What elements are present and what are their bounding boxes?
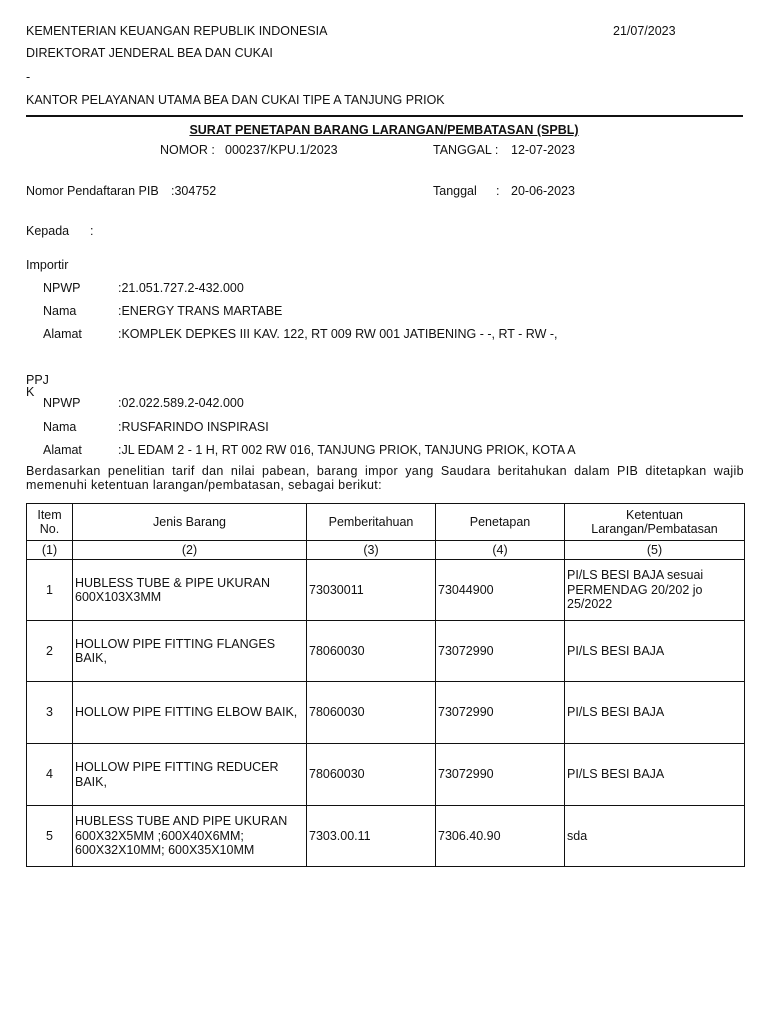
ppjk-npwp-label: NPWP — [43, 396, 81, 410]
ppjk-nama-label: Nama — [43, 420, 77, 434]
ministry-name: KEMENTERIAN KEUANGAN REPUBLIK INDONESIA — [26, 24, 328, 38]
importer-alamat-value: :KOMPLEK DEPKES III KAV. 122, RT 009 RW 001 JATIBENING - -, RT - RW -, — [118, 327, 558, 341]
item-pemberitahuan: 73030011 — [307, 560, 436, 621]
item-ketentuan: PI/LS BESI BAJA — [565, 744, 745, 806]
item-no: 1 — [27, 560, 73, 621]
item-ketentuan: PI/LS BESI BAJA — [565, 621, 745, 682]
importer-heading: Importir — [26, 258, 69, 272]
item-pemberitahuan: 78060030 — [307, 621, 436, 682]
item-no: 3 — [27, 682, 73, 744]
header-ketentuan: Ketentuan Larangan/Pembatasan — [565, 504, 745, 541]
item-pemberitahuan: 7303.00.11 — [307, 806, 436, 867]
item-ketentuan: PI/LS BESI BAJA — [565, 682, 745, 744]
header-item-no: Item No. — [27, 504, 73, 541]
ppjk-npwp-value: :02.022.589.2-042.000 — [118, 396, 244, 410]
item-jenis-barang: HOLLOW PIPE FITTING REDUCER BAIK, — [73, 744, 307, 806]
table-row — [27, 560, 745, 621]
header-jenis-barang: Jenis Barang — [73, 504, 307, 541]
column-number: (3) — [307, 541, 436, 560]
header-penetapan: Penetapan — [436, 504, 565, 541]
header-divider — [26, 115, 743, 117]
importer-nama-label: Nama — [43, 304, 77, 318]
item-penetapan: 7306.40.90 — [436, 806, 565, 867]
item-penetapan: 73072990 — [436, 682, 565, 744]
print-date: 21/07/2023 — [613, 24, 676, 38]
items-table — [26, 503, 745, 867]
header-pemberitahuan: Pemberitahuan — [307, 504, 436, 541]
tanggal-value: 12-07-2023 — [511, 143, 575, 157]
ppjk-alamat-label: Alamat — [43, 443, 82, 457]
item-ketentuan: sda — [565, 806, 745, 867]
item-ketentuan: PI/LS BESI BAJA sesuai PERMENDAG 20/202 jo 25/2022 — [565, 560, 745, 621]
directorate-name: DIREKTORAT JENDERAL BEA DAN CUKAI — [26, 46, 273, 60]
table-row — [27, 806, 745, 867]
item-no: 5 — [27, 806, 73, 867]
item-no: 2 — [27, 621, 73, 682]
importer-nama-value: :ENERGY TRANS MARTABE — [118, 304, 283, 318]
statement-paragraph: Berdasarkan penelitian tarif dan nilai pabean, barang impor yang Saudara beritahukan dalam PIB ditetapkan wajib memenuhi ketentuan larangan/pembatasan, sebagai berikut: — [26, 464, 744, 492]
pib-value: :304752 — [171, 184, 217, 198]
registration-date-colon: : — [496, 184, 500, 198]
nomor-value: 000237/KPU.1/2023 — [225, 143, 338, 157]
item-jenis-barang: HOLLOW PIPE FITTING FLANGES BAIK, — [73, 621, 307, 682]
kepada-colon: : — [90, 224, 94, 238]
ppjk-nama-value: :RUSFARINDO INSPIRASI — [118, 420, 269, 434]
column-number-row — [27, 541, 745, 560]
table-row — [27, 682, 745, 744]
table-header-row — [27, 504, 745, 541]
nomor-label: NOMOR : — [160, 143, 215, 157]
item-penetapan: 73072990 — [436, 744, 565, 806]
item-jenis-barang: HOLLOW PIPE FITTING ELBOW BAIK, — [73, 682, 307, 744]
item-pemberitahuan: 78060030 — [307, 744, 436, 806]
ppjk-heading-line2: K — [26, 385, 35, 399]
kepada-label: Kepada — [26, 224, 70, 238]
importer-npwp-label: NPWP — [43, 281, 81, 295]
ppjk-alamat-value: :JL EDAM 2 - 1 H, RT 002 RW 016, TANJUNG PRIOK, TANJUNG PRIOK, KOTA A — [118, 443, 576, 457]
document-title: SURAT PENETAPAN BARANG LARANGAN/PEMBATASAN (SPBL) — [189, 123, 579, 137]
importer-npwp-value: :21.051.727.2-432.000 — [118, 281, 244, 295]
column-number: (4) — [436, 541, 565, 560]
column-number: (5) — [565, 541, 745, 560]
registration-date-value: 20-06-2023 — [511, 184, 575, 198]
registration-date-label: Tanggal — [433, 184, 477, 198]
office-name: KANTOR PELAYANAN UTAMA BEA DAN CUKAI TIPE A TANJUNG PRIOK — [26, 93, 445, 107]
importer-alamat-label: Alamat — [43, 327, 82, 341]
column-number: (2) — [73, 541, 307, 560]
table-row — [27, 621, 745, 682]
item-pemberitahuan: 78060030 — [307, 682, 436, 744]
tanggal-label: TANGGAL : — [433, 143, 499, 157]
item-penetapan: 73072990 — [436, 621, 565, 682]
column-number: (1) — [27, 541, 73, 560]
pib-label: Nomor Pendaftaran PIB — [26, 184, 159, 198]
item-no: 4 — [27, 744, 73, 806]
table-row — [27, 744, 745, 806]
item-penetapan: 73044900 — [436, 560, 565, 621]
header-dash: - — [26, 70, 31, 84]
ppjk-heading-line1: PPJ — [26, 373, 49, 387]
item-jenis-barang: HUBLESS TUBE & PIPE UKURAN 600X103X3MM — [73, 560, 307, 621]
item-jenis-barang: HUBLESS TUBE AND PIPE UKURAN 600X32X5MM ;600X40X6MM; 600X32X10MM; 600X35X10MM — [73, 806, 307, 867]
